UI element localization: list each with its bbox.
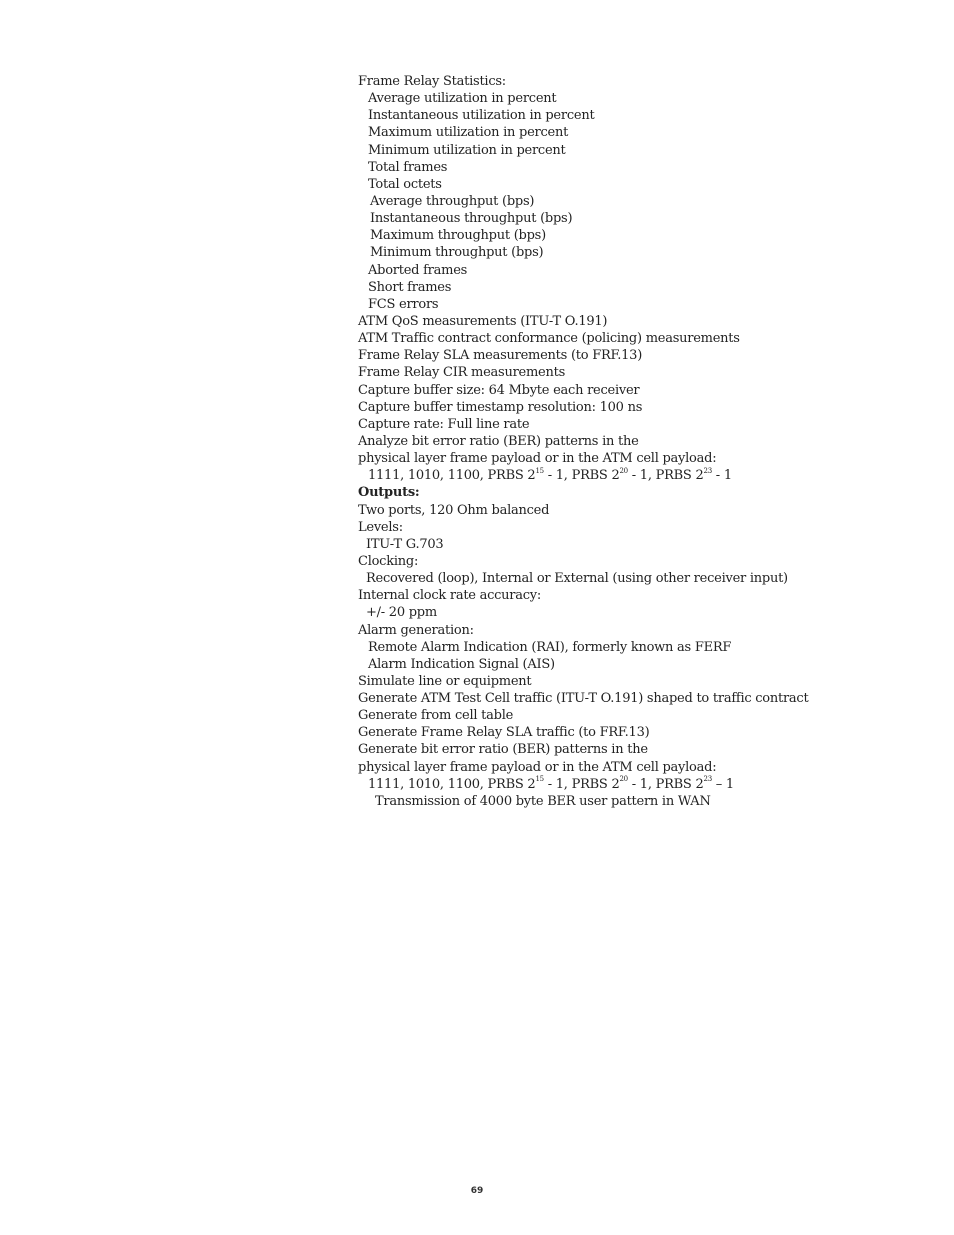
list-item: Transmission of 4000 byte BER user pattern in WAN <box>375 793 711 809</box>
list-item: Total octets <box>368 176 442 192</box>
text-line: Levels: <box>358 519 403 535</box>
pattern-text: - 1, PRBS 2 <box>627 776 704 792</box>
generate-pattern-list <box>358 776 918 793</box>
text-line: Clocking: <box>358 553 419 569</box>
text-line: Generate ATM Test Cell traffic (ITU-T O.191) shaped to traffic contract <box>358 691 809 707</box>
list-item: Maximum throughput (bps) <box>370 228 546 244</box>
pattern-text: 1111, 1010, 1100, PRBS 2 <box>368 468 536 484</box>
list-item: Total frames <box>368 159 448 175</box>
text-line: Capture buffer timestamp resolution: 100 ns <box>358 399 643 415</box>
text-line: Frame Relay SLA measurements (to FRF.13) <box>358 348 643 364</box>
list-item: Recovered (loop), Internal or External (using other receiver input) <box>366 571 788 587</box>
page-number: 69 <box>470 1186 484 1196</box>
text-line: Capture rate: Full line rate <box>358 416 530 432</box>
frame-relay-statistics-heading: Frame Relay Statistics: <box>358 74 506 89</box>
text-line: Two ports, 120 Ohm balanced <box>358 502 550 518</box>
analyze-pattern-list <box>358 467 918 484</box>
text-line: Simulate line or equipment <box>358 673 532 689</box>
pattern-text: – 1 <box>711 776 734 792</box>
list-item: Aborted frames <box>368 262 468 278</box>
list-item: FCS errors <box>368 296 439 312</box>
pattern-text: 1111, 1010, 1100, PRBS 2 <box>368 776 536 792</box>
text-line: Capture buffer size: 64 Mbyte each receiver <box>358 382 640 398</box>
list-item: Remote Alarm Indication (RAI), formerly known as FERF <box>368 639 732 655</box>
outputs-heading: Outputs: <box>358 485 420 501</box>
pattern-text: - 1, PRBS 2 <box>543 776 620 792</box>
text-line: ATM QoS measurements (ITU-T O.191) <box>358 313 608 329</box>
pattern-exponent: 23 <box>703 466 712 475</box>
pattern-exponent: 23 <box>703 775 712 784</box>
text-line: ATM Traffic contract conformance (policing) measurements <box>358 331 740 347</box>
text-line: physical layer frame payload or in the ATM cell payload: <box>358 759 717 775</box>
pattern-exponent: 15 <box>535 775 544 784</box>
text-line: Generate from cell table <box>358 708 514 724</box>
list-item: +/- 20 ppm <box>366 605 437 621</box>
list-item: ITU-T G.703 <box>366 536 444 552</box>
list-item: Short frames <box>368 279 452 295</box>
text-line: physical layer frame payload or in the ATM cell payload: <box>358 451 717 467</box>
pattern-text: - 1 <box>711 468 732 484</box>
pattern-text: - 1, PRBS 2 <box>627 468 704 484</box>
text-line: Generate bit error ratio (BER) patterns in the <box>358 742 648 758</box>
list-item: Minimum throughput (bps) <box>370 245 544 261</box>
text-line: Alarm generation: <box>358 622 474 638</box>
list-item: Minimum utilization in percent <box>368 142 566 158</box>
list-item: Average throughput (bps) <box>370 193 535 209</box>
list-item: Average utilization in percent <box>368 91 557 107</box>
pattern-exponent: 15 <box>535 466 544 475</box>
list-item: Alarm Indication Signal (AIS) <box>368 656 555 672</box>
document-body <box>358 73 918 810</box>
text-line: Generate Frame Relay SLA traffic (to FRF.13) <box>358 725 650 741</box>
text-line: Analyze bit error ratio (BER) patterns in the <box>358 433 639 449</box>
pattern-text: - 1, PRBS 2 <box>543 468 620 484</box>
text-line: Frame Relay CIR measurements <box>358 365 566 381</box>
list-item: Instantaneous throughput (bps) <box>370 211 573 227</box>
list-item: Instantaneous utilization in percent <box>368 108 595 124</box>
pattern-exponent: 20 <box>619 775 628 784</box>
pattern-exponent: 20 <box>619 466 628 475</box>
list-item: Maximum utilization in percent <box>368 125 569 141</box>
text-line: Internal clock rate accuracy: <box>358 588 542 604</box>
